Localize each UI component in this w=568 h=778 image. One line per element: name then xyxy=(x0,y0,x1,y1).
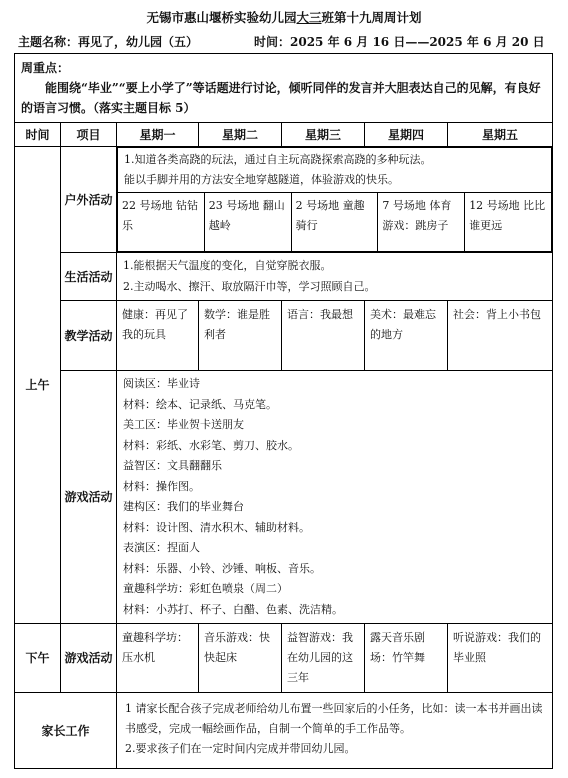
life-line-2: 2.主动喝水、擦汗、取放隔汗巾等，学习照顾自己。 xyxy=(123,279,376,293)
afternoon-friday: 听说游戏：我们的毕业照 xyxy=(448,624,553,693)
teaching-thursday: 美术：最难忘的地方 xyxy=(365,301,448,371)
header-wednesday: 星期三 xyxy=(282,123,365,147)
header-item: 项目 xyxy=(61,123,117,147)
game-line: 阅读区：毕业诗 xyxy=(123,377,200,390)
game-line: 材料：绘本、记录纸、马克笔。 xyxy=(123,397,277,411)
afternoon-tuesday: 音乐游戏：快快起床 xyxy=(199,624,282,693)
game-line: 材料：设计图、清水积木、辅助材料。 xyxy=(123,520,310,534)
game-line: 材料：乐器、小铃、沙锤、响板、音乐。 xyxy=(123,561,321,575)
outdoor-friday: 12 号场地 比比谁更远 xyxy=(465,193,552,252)
outdoor-tuesday: 23 号场地 翻山越岭 xyxy=(204,193,291,252)
parents-label: 家长工作 xyxy=(15,693,117,769)
afternoon-thursday: 露天音乐剧场：竹竿舞 xyxy=(365,624,448,693)
header-tuesday: 星期二 xyxy=(199,123,282,147)
weekly-focus xyxy=(15,54,553,123)
parents-line-2: 2.要求孩子们在一定时间内完成并带回幼儿园。 xyxy=(125,742,356,755)
game-label: 游戏活动 xyxy=(61,371,117,624)
morning-label: 上午 xyxy=(15,147,61,624)
outdoor-label: 户外活动 xyxy=(61,147,117,253)
plan-title xyxy=(0,8,568,26)
header-time: 时间 xyxy=(15,123,61,147)
outdoor-thursday: 7 号场地 体育游戏：跳房子 xyxy=(378,193,465,252)
parents-line-1: 1 请家长配合孩子完成老师给幼儿布置一些回家后的小任务，比如：读一本书并画出读书感受，完成一幅绘画作品，自制一个简单的手工作品等。 xyxy=(125,702,543,735)
life-label: 生活活动 xyxy=(61,253,117,301)
game-line: 益智区：文具翻翻乐 xyxy=(123,459,222,472)
teaching-monday: 健康：再见了我的玩具 xyxy=(117,301,199,371)
weekly-focus-text: 能围绕“毕业”“要上小学了”等话题进行讨论，倾听同伴的发言并大胆表达自己的见解，有良好的语言习惯。（落实主题目标 5） xyxy=(21,81,541,115)
header-thursday: 星期四 xyxy=(365,123,448,147)
title-class: 大三 xyxy=(296,10,322,25)
header-monday: 星期一 xyxy=(117,123,199,147)
afternoon-monday: 童趣科学坊：压水机 xyxy=(117,624,199,693)
outdoor-monday: 22 号场地 钻钻乐 xyxy=(118,193,205,252)
outdoor-activities xyxy=(117,147,552,252)
teaching-tuesday: 数学：谁是胜利者 xyxy=(199,301,282,371)
game-line: 美工区：毕业贺卡送朋友 xyxy=(123,418,244,431)
teaching-friday: 社会：背上小书包 xyxy=(448,301,553,371)
weekly-plan-table xyxy=(14,53,553,769)
afternoon-wednesday: 益智游戏：我在幼儿园的这三年 xyxy=(282,624,365,693)
outdoor-wednesday: 2 号场地 童趣骑行 xyxy=(291,193,378,252)
afternoon-game-label: 游戏活动 xyxy=(61,624,117,693)
game-line: 材料：小苏打、杯子、白醋、色素、洗洁精。 xyxy=(123,602,343,616)
game-line: 材料：操作图。 xyxy=(123,479,200,493)
game-line: 表演区：捏面人 xyxy=(123,541,200,554)
title-school: 无锡市惠山堰桥实验幼儿园 xyxy=(146,10,297,25)
parents-work xyxy=(117,693,553,769)
afternoon-label: 下午 xyxy=(15,624,61,693)
game-areas xyxy=(117,371,553,624)
life-line-1: 1.能根据天气温度的变化，自觉穿脱衣服。 xyxy=(123,259,332,272)
time-range: 时间：2025 年 6 月 16 日——2025 年 6 月 20 日 xyxy=(254,35,545,49)
weekly-focus-label: 周重点： xyxy=(21,61,70,75)
outdoor-line-1: 1.知道各类高跷的玩法，通过自主玩高跷探索高跷的多种玩法。 xyxy=(124,153,432,166)
title-rest: 班第十九周周计划 xyxy=(321,10,422,25)
header-friday: 星期五 xyxy=(448,123,553,147)
game-line: 童趣科学坊：彩虹色喷泉（周二） xyxy=(123,582,288,595)
teaching-label: 教学活动 xyxy=(61,301,117,371)
teaching-wednesday: 语言：我最想 xyxy=(282,301,365,371)
game-line: 材料：彩纸、水彩笔、剪刀、胶水。 xyxy=(123,438,299,452)
game-line: 建构区：我们的毕业舞台 xyxy=(123,500,244,513)
outdoor-line-2: 能以手脚并用的方法安全地穿越隧道，体验游戏的快乐。 xyxy=(124,173,399,186)
theme-name: 主题名称：再见了，幼儿园（五） xyxy=(18,35,199,49)
